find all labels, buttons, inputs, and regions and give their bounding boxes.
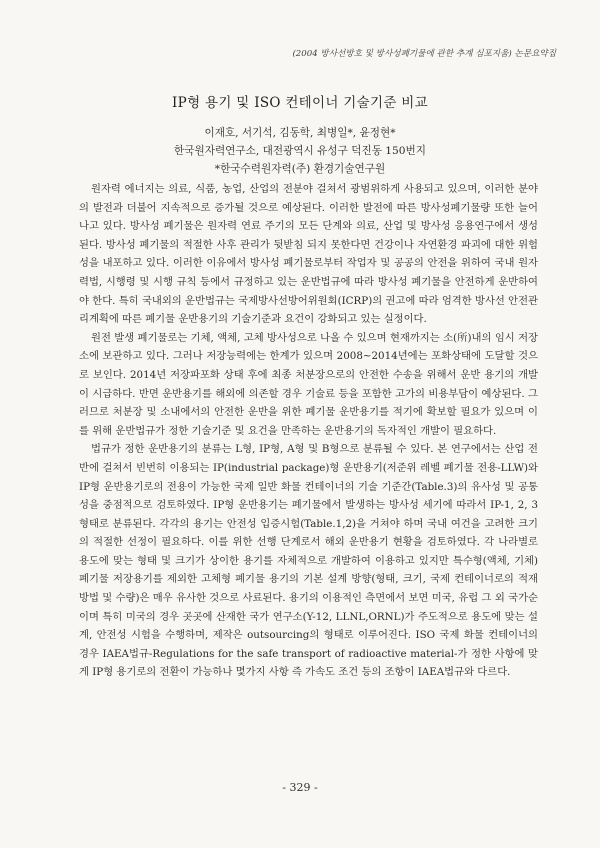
affiliation-secondary: *한국수력원자력(주) 환경기술연구원 [214,163,386,175]
paper-title: IP형 용기 및 ISO 컨테이너 기술기준 비교 [172,95,428,111]
page-number: - 329 - [282,781,318,794]
author-list: 이재호, 서기석, 김동학, 최병일*, 윤정현* [204,127,396,139]
abstract-body [79,180,538,682]
body-paragraph-1: 원자력 에너지는 의료, 식품, 농업, 산업의 전분야 걸쳐서 광범위하게 사용되고 있으며, 이러한 분야의 발전과 더불어 지속적으로 증가될 것으로 예상된다. 이러한 발전에 따른 방사성폐기물량 또한 늘어나고 있다. 방사성 폐기물은 원자력 연료 주기의 모든 단계와 의료, 산업 및 방사성 응용연구에서 생성된다. 방사성 폐기물의 적절한 사후 관리가 뒷받침 되지 못한다면 건강이나 자연환경 파괴에 대한 위험성을 내포하고 있다. 이러한 이유에서 방사성 폐기물로부터 작업자 및 공공의 안전을 위하여 국내 원자력법, 시행령 및 시행 규칙 등에서 규정하고 있는 운반법규에 따라 방사성 폐기물을 안전하게 운반하여야 한다. 특히 국내외의 운반법규는 국제방사선방어위원회(ICRP)의 권고에 따라 엄격한 방사선 안전관리계획에 따른 폐기물 운반용기의 기술기준과 요건이 강화되고 있는 실정이다. [79,183,538,326]
author-block [0,124,600,178]
running-header: (2004 방사선방호 및 방사성폐기물에 관한 추계 심포지움) 논문요약집 [292,49,556,59]
affiliation-primary: 한국원자력연구소, 대전광역시 유성구 덕진동 150번지 [174,145,426,157]
body-paragraph-3: 법규가 정한 운반용기의 분류는 L형, IP형, A형 및 B형으로 분류될 수 있다. 본 연구에서는 산업 전반에 걸쳐서 빈번히 이용되는 IP(industrial package)형 운반용기(저준위 레벨 폐기물 전용-LLW)와 IP형 운반용기로의 전용이 가능한 국제 일반 화물 컨테이너의 기술 기준간(Table.3)의 유사성 및 공통성을 중점적으로 검토하였다. IP형 운반용기는 폐기물에서 발생하는 방사성 세기에 따라서 IP-1, 2, 3형태로 분류된다. 각각의 용기는 안전성 입증시험(Table.1,2)을 거쳐야 하며 국내 여건을 고려한 크기의 적절한 선정이 필요하다. 이를 위한 선행 단계로서 해외 운반용기 현황을 검토하였다. 각 나라별로 용도에 맞는 형태 및 크기가 상이한 용기를 자체적으로 개발하여 이용하고 있지만 특수형(액체, 기체) 폐기물 저장용기를 제외한 고체형 폐기물 용기의 기본 설계 방향(형태, 크기, 국제 컨테이너로의 적재 방법 및 수량)은 매우 유사한 것으로 사료된다. 용기의 이용적인 측면에서 보면 미국, 유럽 그 외 국가순이며 특히 미국의 경우 곳곳에 산재한 국가 연구소(Y-12, LLNL,ORNL)가 주도적으로 용도에 맞는 설계, 안전성 시험을 수행하며, 제작은 outsourcing의 형태로 이루어진다. ISO 국제 화물 컨테이너의 경우 IAEA법규-Regulations for the safe transport of radioactive material-가 정한 사항에 맞게 IP형 용기로의 전환이 가능하나 몇가지 사항 즉 가속도 조건 등의 조항이 IAEA법규와 다르다. [79,443,538,679]
body-paragraph-2: 원전 발생 폐기물로는 기체, 액체, 고체 방사성으로 나올 수 있으며 현재까지는 소(所)내의 임시 저장소에 보관하고 있다. 그러나 저장능력에는 한계가 있으며 2008~2014년에는 포화상태에 도달할 것으로 보인다. 2014년 저장파포화 상태 후에 최종 처분장으로의 안전한 수송을 위해서 운반 용기의 개발이 시급하다. 반면 운반용기를 해외에 의존할 경우 기술료 등을 포함한 고가의 비용부담이 예상된다. 그러므로 처분장 및 소내에서의 안전한 운반을 위한 폐기물 운반용기를 적기에 확보할 필요가 있으며 이를 위해 운반법규가 정한 기술기준 및 요건을 만족하는 운반용기의 독자적인 개발이 필요하다. [79,331,538,437]
